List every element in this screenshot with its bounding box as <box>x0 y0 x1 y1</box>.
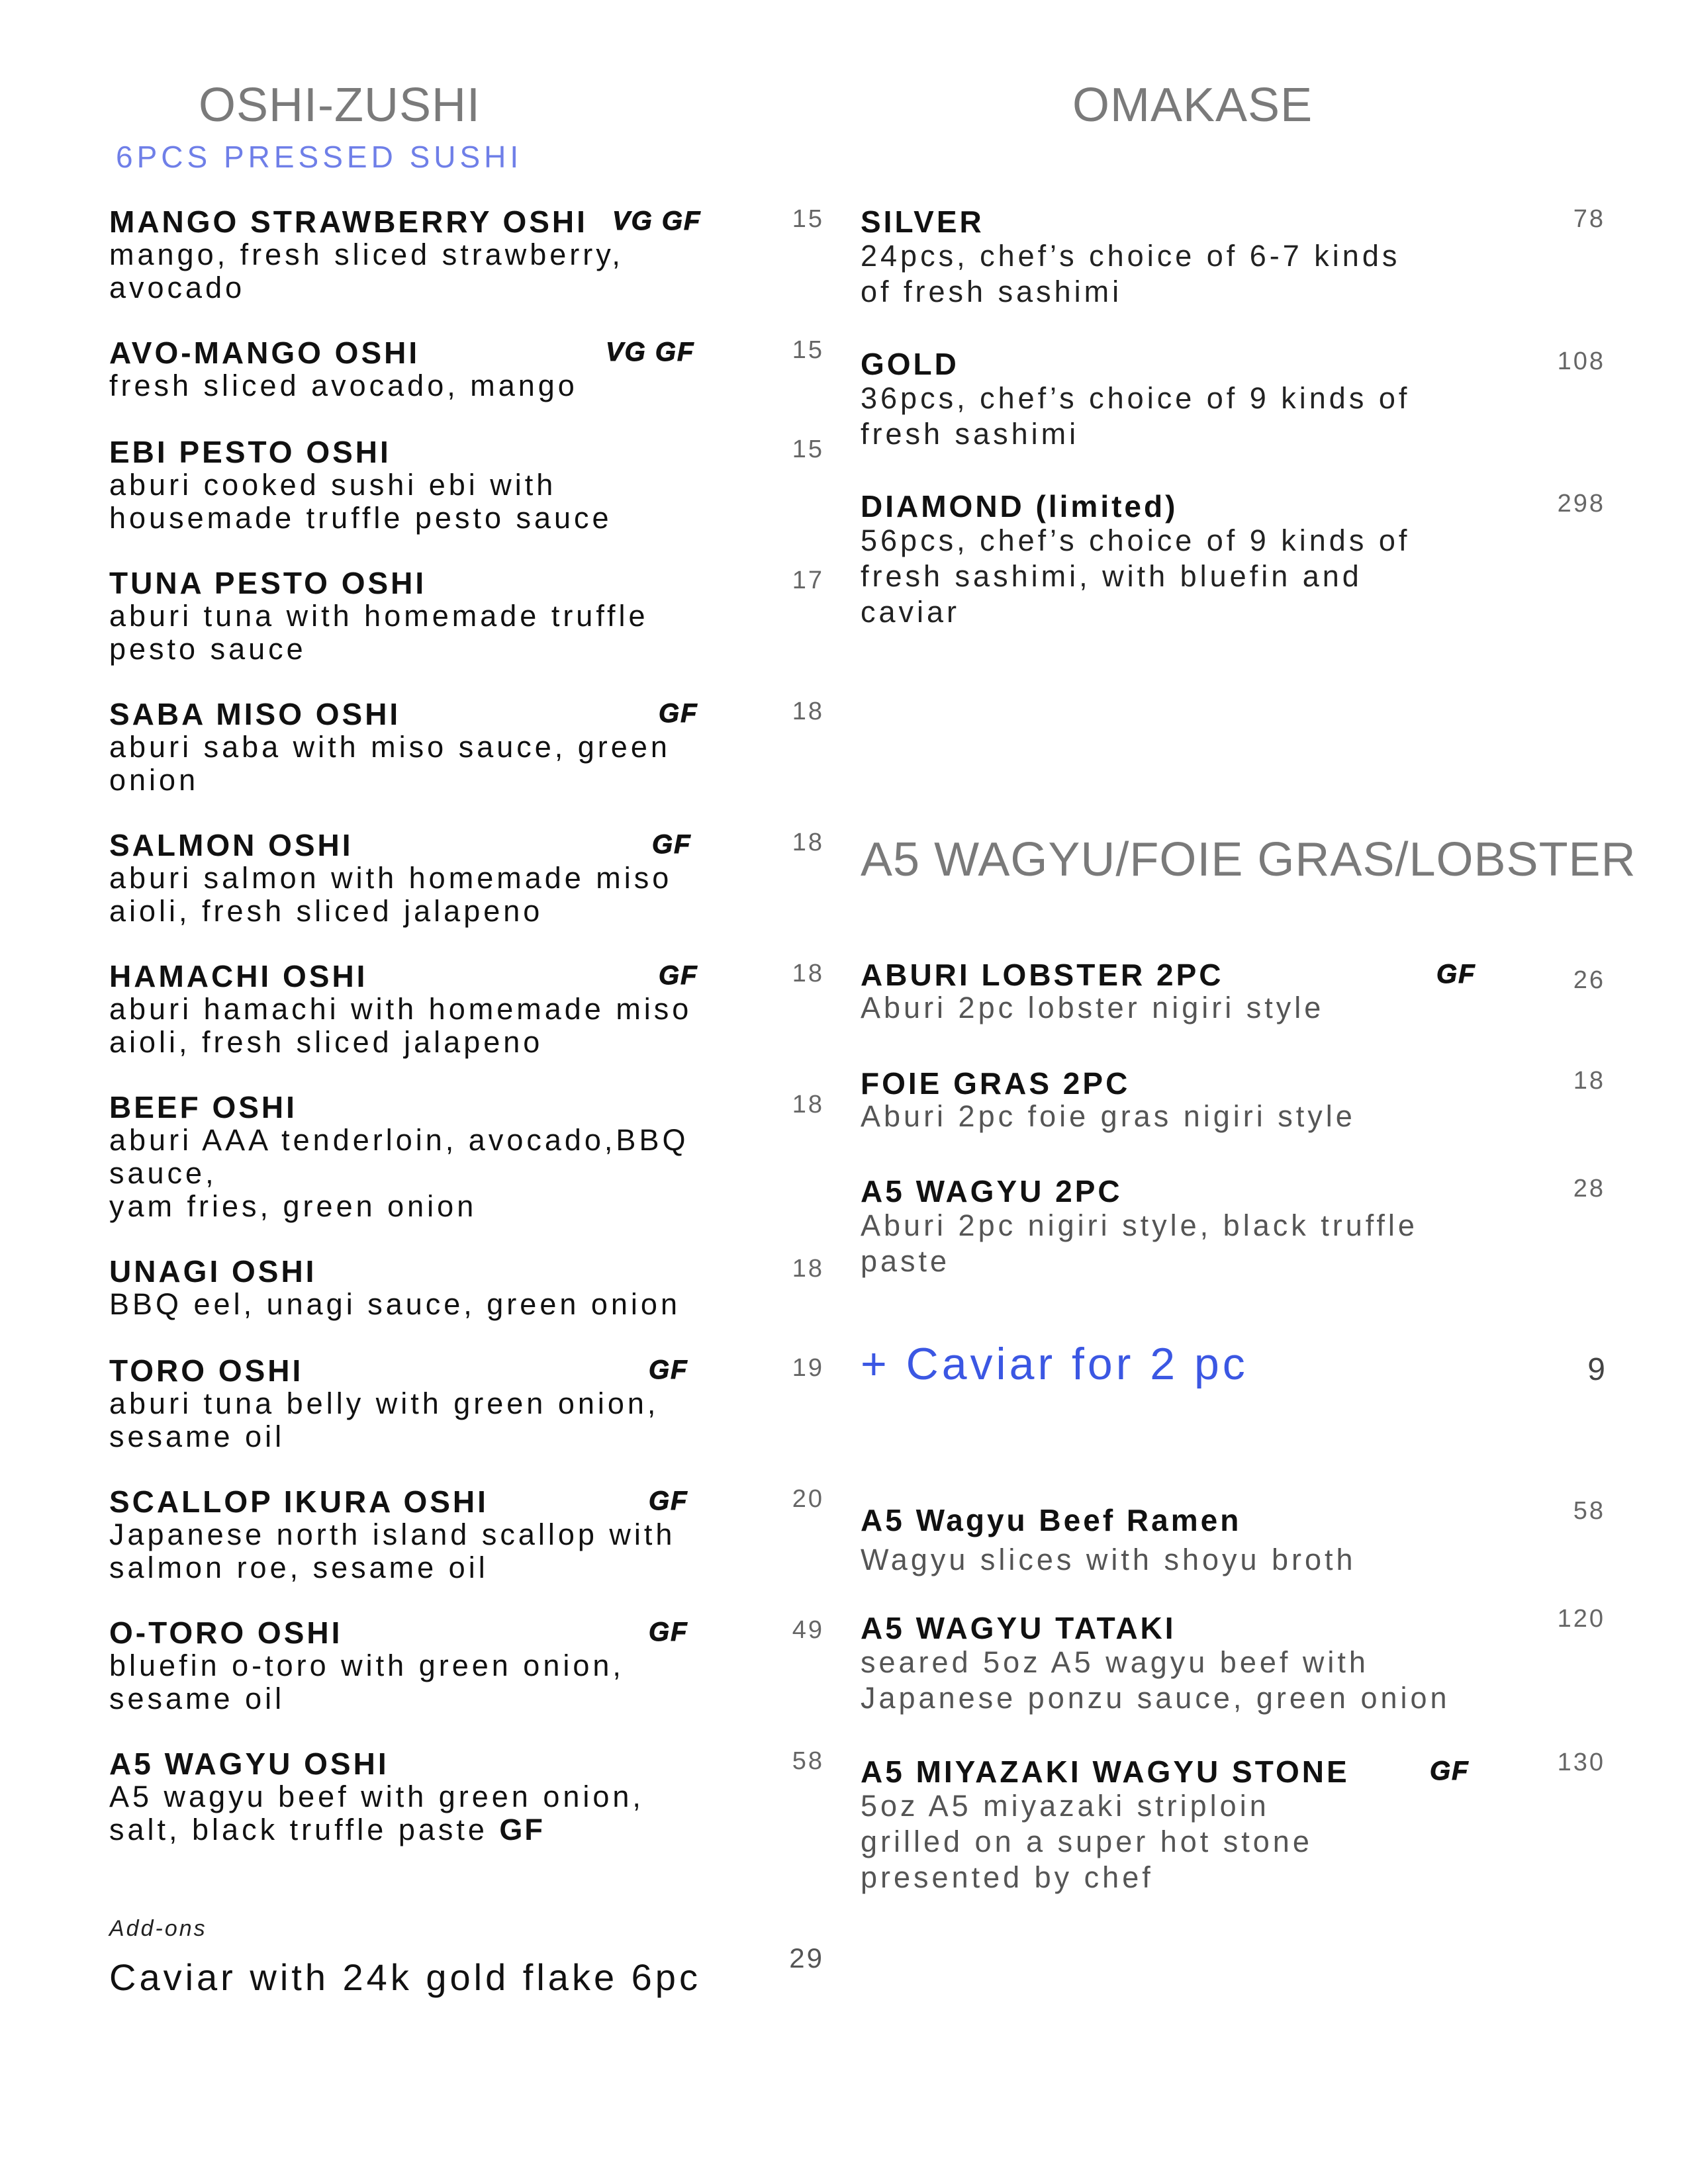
addons-label: Add-ons <box>109 1916 207 1941</box>
diet-tags: VG GF <box>606 338 695 367</box>
item-price: 18 <box>792 829 824 856</box>
omakase-item <box>861 205 1605 310</box>
wagyu-item <box>861 1175 1605 1279</box>
item-price: 298 <box>1557 490 1605 518</box>
item-price: 78 <box>1573 205 1605 233</box>
item-description: Japanese north island scallop with salmon roe, sesame oil <box>109 1518 676 1584</box>
item-name: FOIE GRAS 2PC <box>861 1066 1131 1101</box>
item-name: TORO OSHI <box>109 1353 304 1388</box>
item-description: mango, fresh sliced strawberry, avocado <box>109 238 624 304</box>
item-description: aburi AAA tenderloin, avocado,BBQ sauce, yam fries, green onion <box>109 1123 689 1223</box>
diet-tags: GF <box>659 699 698 728</box>
item-name: BEEF OSHI <box>109 1090 297 1124</box>
item-description: Wagyu slices with shoyu broth <box>861 1543 1356 1576</box>
item-price: 20 <box>792 1485 824 1513</box>
item-price: 19 <box>792 1354 824 1382</box>
oshi-zushi-subtitle: 6PCS PRESSED SUSHI <box>116 140 523 174</box>
diet-tags: GF <box>649 1355 688 1385</box>
item-price: 130 <box>1557 1749 1605 1776</box>
item-name: AVO-MANGO OSHI <box>109 336 420 370</box>
item-price: 18 <box>792 960 824 987</box>
caviar-addon: + Caviar for 2 pc <box>861 1339 1248 1389</box>
item-name: MANGO STRAWBERRY OSHI <box>109 205 588 239</box>
item-description: 5oz A5 miyazaki striploin grilled on a super hot stone presented by chef <box>861 1789 1313 1894</box>
item-name: SALMON OSHI <box>109 828 353 862</box>
diet-tags: GF <box>652 830 692 859</box>
item-name: ABURI LOBSTER 2PC <box>861 958 1224 992</box>
main-item <box>861 1749 1605 1895</box>
addon-price: 29 <box>789 1942 824 1974</box>
item-name: SABA MISO OSHI <box>109 697 401 731</box>
item-description: seared 5oz A5 wagyu beef with Japanese ponzu sauce, green onion <box>861 1645 1450 1715</box>
item-name: DIAMOND (limited) <box>861 489 1178 523</box>
wagyu-item <box>861 958 1605 1024</box>
wagyu-title: A5 WAGYU/FOIE GRAS/LOBSTER <box>861 833 1636 886</box>
menu-item <box>109 1255 824 1321</box>
menu-item <box>109 435 824 535</box>
item-description: Aburi 2pc lobster nigiri style <box>861 991 1325 1024</box>
omakase-item <box>861 347 1605 452</box>
item-description: Aburi 2pc nigiri style, black truffle paste <box>861 1208 1418 1278</box>
item-price: 18 <box>792 698 824 725</box>
diet-tags: GF <box>659 961 698 990</box>
menu-item <box>109 1616 824 1715</box>
item-description: aburi cooked sushi ebi with housemade truffle pesto sauce <box>109 468 612 535</box>
item-description: aburi salmon with homemade miso aioli, fresh sliced jalapeno <box>109 861 673 928</box>
diet-tags: GF <box>1430 1756 1470 1786</box>
item-price: 18 <box>1573 1067 1605 1095</box>
item-name: TUNA PESTO OSHI <box>109 566 427 600</box>
main-item <box>861 1497 1605 1576</box>
menu-item <box>109 336 824 402</box>
item-description: fresh sliced avocado, mango <box>109 369 578 402</box>
addon-item: Caviar with 24k gold flake 6pc <box>109 1956 701 1998</box>
item-price: 17 <box>792 567 824 594</box>
item-price: 58 <box>1573 1497 1605 1525</box>
menu-item <box>109 1091 824 1223</box>
item-name: A5 WAGYU OSHI <box>109 1747 389 1781</box>
item-name: A5 MIYAZAKI WAGYU STONE <box>861 1754 1350 1789</box>
menu-item <box>109 1747 824 1846</box>
item-name: A5 WAGYU TATAKI <box>861 1611 1176 1645</box>
diet-tag-inline: GF <box>499 1813 545 1846</box>
item-description-text: A5 wagyu beef with green onion, salt, black truffle paste <box>109 1780 644 1846</box>
wagyu-item <box>861 1067 1605 1133</box>
menu-item <box>109 698 824 797</box>
item-price: 108 <box>1557 347 1605 375</box>
item-description: aburi tuna with homemade truffle pesto sauce <box>109 599 649 666</box>
diet-tags: GF <box>649 1617 688 1647</box>
item-name: EBI PESTO OSHI <box>109 435 391 469</box>
item-description <box>109 1780 824 1846</box>
menu-item <box>109 1485 824 1584</box>
item-description: bluefin o-toro with green onion, sesame oil <box>109 1649 624 1715</box>
item-description: Aburi 2pc foie gras nigiri style <box>861 1099 1356 1133</box>
item-name: A5 WAGYU 2PC <box>861 1174 1123 1208</box>
item-description: BBQ eel, unagi sauce, green onion <box>109 1287 680 1321</box>
menu-item <box>109 829 824 928</box>
menu-item <box>109 1354 824 1453</box>
item-description: aburi hamachi with homemade miso aioli, fresh sliced jalapeno <box>109 992 692 1059</box>
item-name: HAMACHI OSHI <box>109 959 368 993</box>
item-price: 49 <box>792 1616 824 1644</box>
omakase-item <box>861 490 1605 630</box>
item-name: A5 Wagyu Beef Ramen <box>861 1503 1242 1537</box>
menu-item <box>109 567 824 666</box>
item-description: aburi saba with miso sauce, green onion <box>109 730 671 797</box>
item-price: 58 <box>792 1747 824 1775</box>
menu-item <box>109 960 824 1059</box>
caviar-addon-price: 9 <box>1587 1352 1605 1387</box>
oshi-zushi-title: OSHI-ZUSHI <box>199 79 481 132</box>
item-price: 15 <box>792 205 824 233</box>
item-name: GOLD <box>861 347 959 381</box>
item-description: 24pcs, chef’s choice of 6-7 kinds of fresh sashimi <box>861 239 1401 308</box>
item-price: 18 <box>792 1091 824 1118</box>
item-price: 28 <box>1573 1175 1605 1203</box>
omakase-title: OMAKASE <box>1072 79 1313 132</box>
item-name: SCALLOP IKURA OSHI <box>109 1484 489 1519</box>
item-price: 15 <box>792 336 824 364</box>
item-price: 26 <box>1573 966 1605 994</box>
main-item <box>861 1605 1605 1716</box>
item-name: SILVER <box>861 205 984 239</box>
diet-tags: GF <box>649 1486 688 1516</box>
item-price: 15 <box>792 435 824 463</box>
diet-tags: VG GF <box>612 206 702 236</box>
item-price: 120 <box>1557 1605 1605 1633</box>
item-description: aburi tuna belly with green onion, sesame oil <box>109 1387 659 1453</box>
item-description: 36pcs, chef’s choice of 9 kinds of fresh sashimi <box>861 381 1411 451</box>
item-name: UNAGI OSHI <box>109 1254 317 1289</box>
item-description: 56pcs, chef’s choice of 9 kinds of fresh sashimi, with bluefin and caviar <box>861 523 1411 629</box>
diet-tags: GF <box>1436 960 1476 989</box>
menu-item <box>109 205 824 304</box>
item-name: O-TORO OSHI <box>109 1615 343 1650</box>
item-price: 18 <box>792 1255 824 1283</box>
